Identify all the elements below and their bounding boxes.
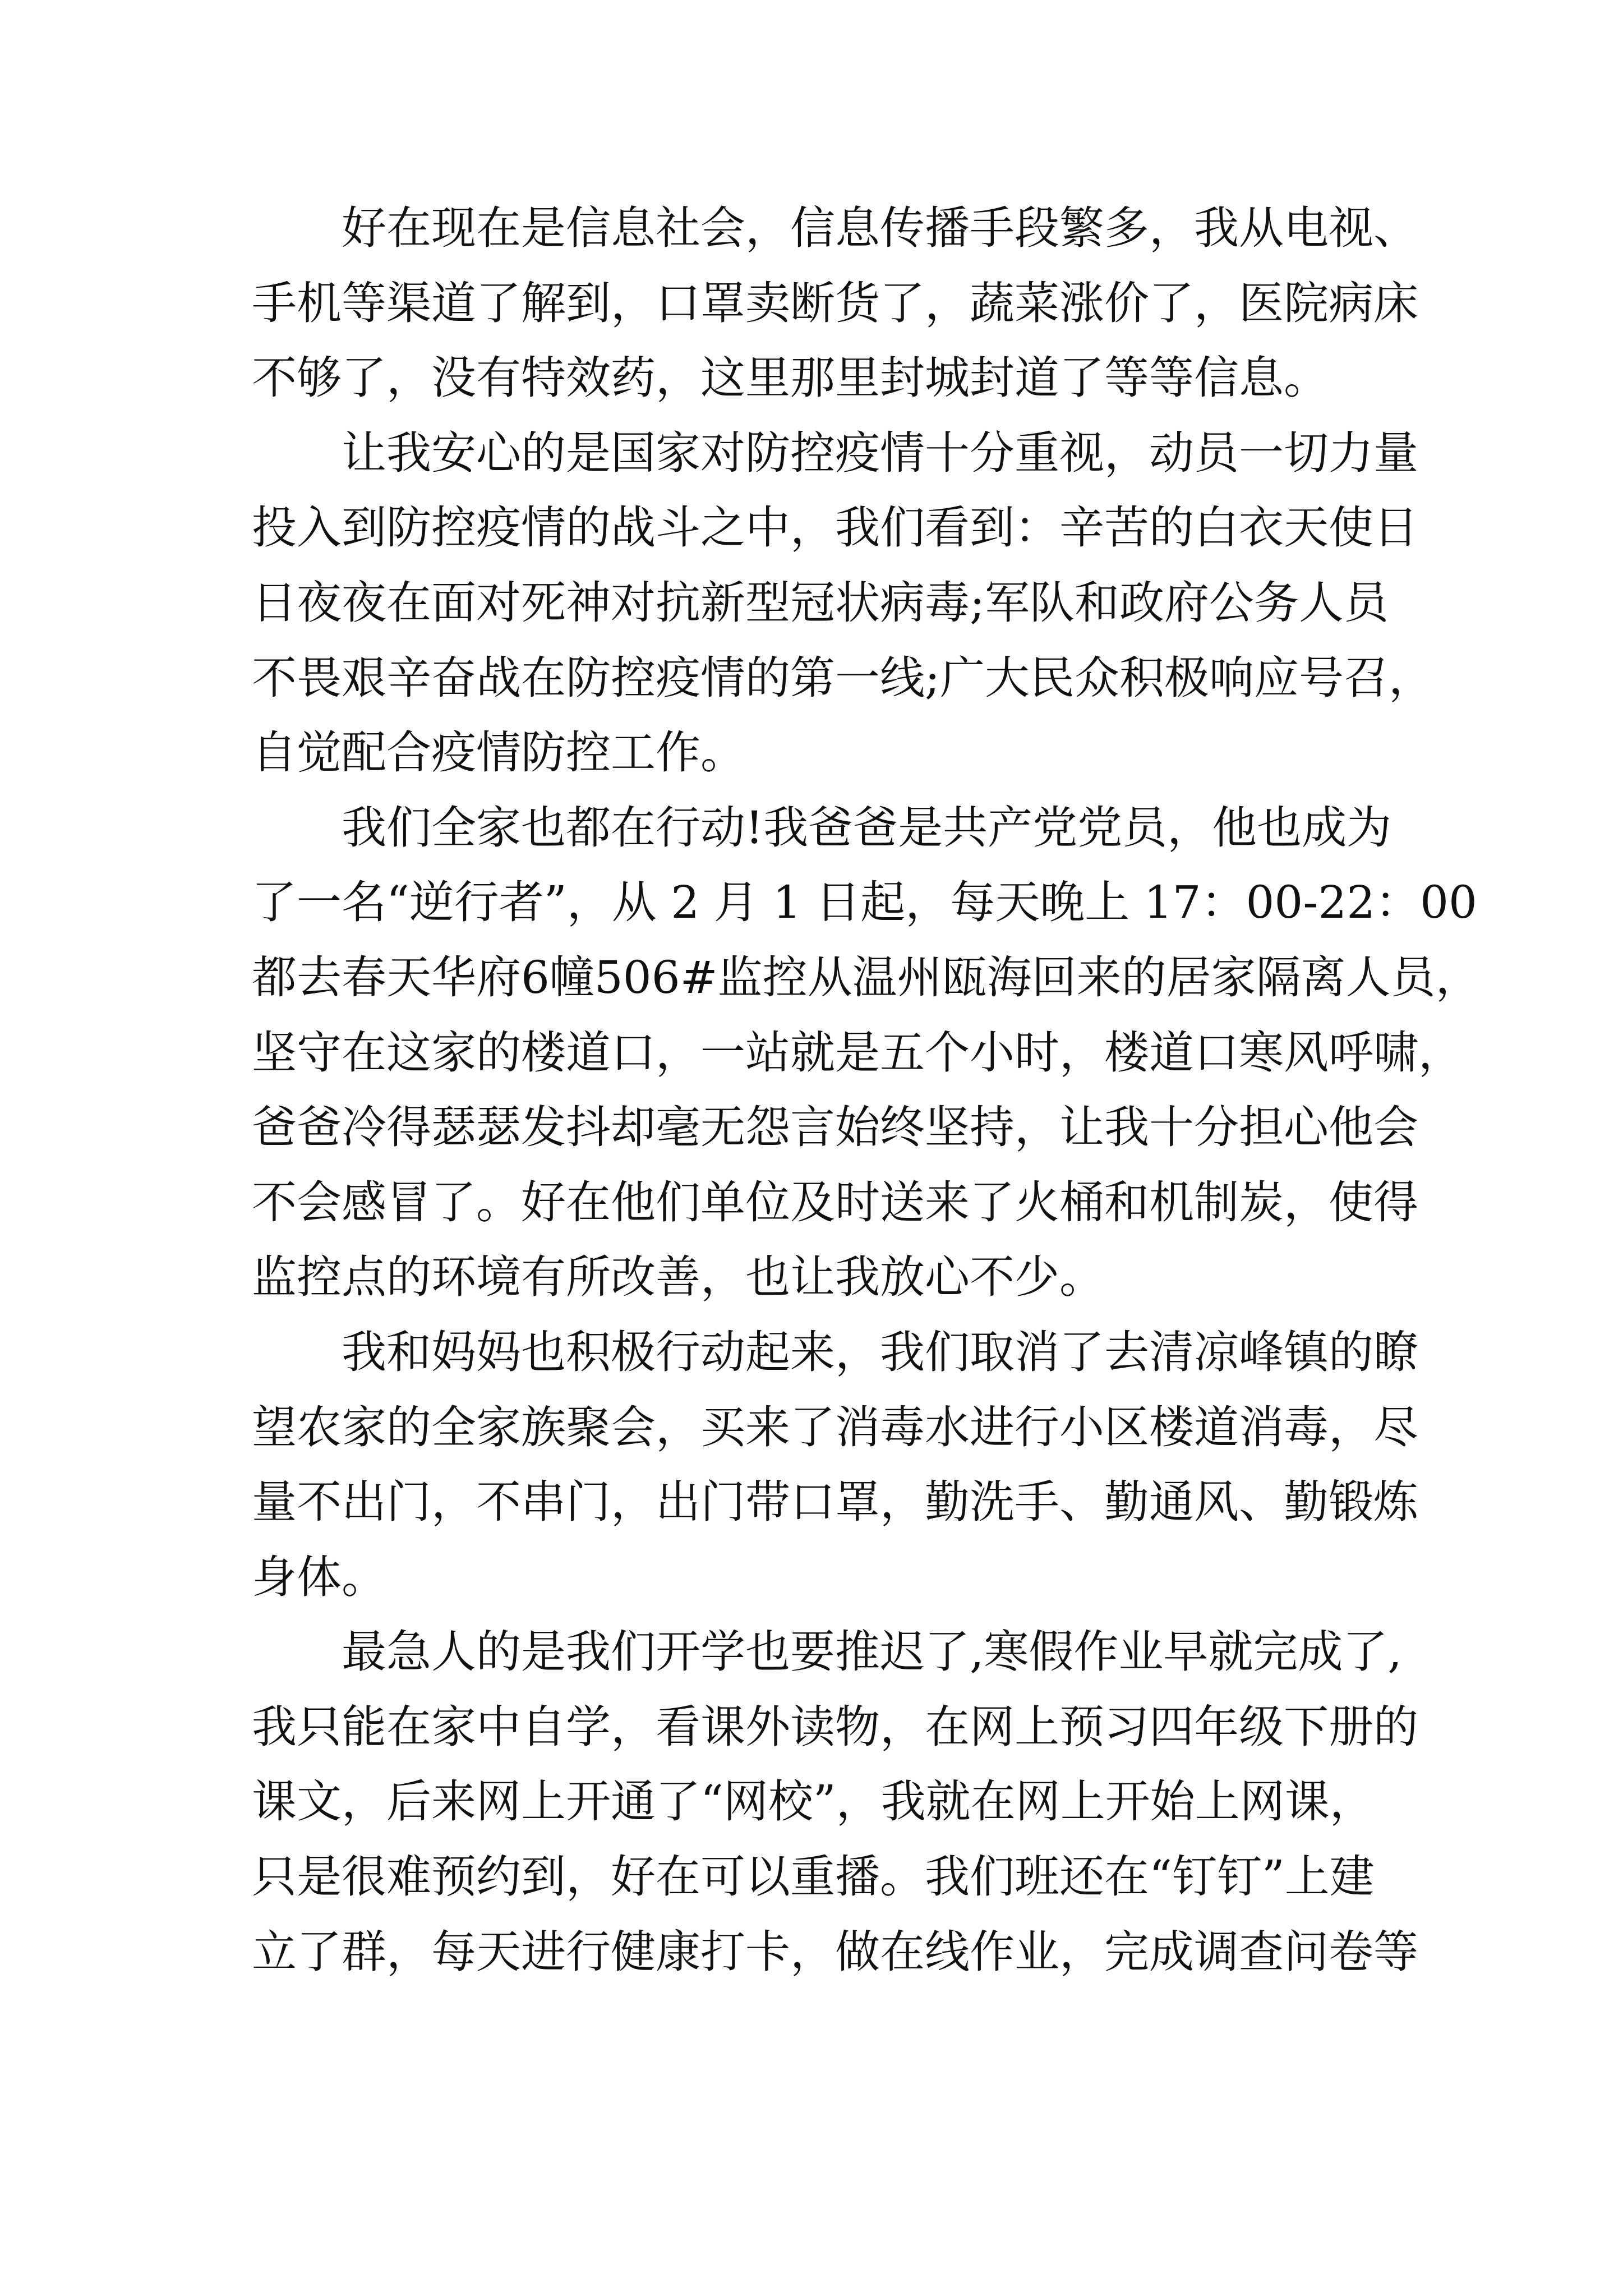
text-line: 都去春天华府6幢506#监控从温州瓯海回来的居家隔离人员，: [252, 951, 1481, 1004]
paragraph-national-response: [252, 416, 1433, 790]
text-line: 坚守在这家的楼道口，一站就是五个小时，楼道口寒风呼啸，: [252, 1026, 1463, 1079]
text-line: 我和妈妈也积极行动起来，我们取消了去清凉峰镇的瞭: [342, 1326, 1418, 1378]
text-line: 课文，后来网上开通了“网校”，我就在网上开始上网课，: [252, 1775, 1375, 1828]
text-line: 了一名“逆行者”，从 2 月 1 日起，每天晚上 17：00-22：00: [252, 876, 1477, 929]
text-line: 只是很难预约到，好在可以重播。我们班还在“钉钉”上建: [252, 1851, 1375, 1903]
text-line: 最急人的是我们开学也要推迟了,寒假作业早就完成了,: [342, 1626, 1402, 1678]
text-line: 不够了，没有特效药，这里那里封城封道了等等信息。: [252, 352, 1329, 404]
text-line: 让我安心的是国家对防控疫情十分重视，动员一切力量: [342, 426, 1418, 479]
paragraph-school: [252, 1614, 1418, 1989]
text-line: 不畏艰辛奋战在防控疫情的第一线;广大民众积极响应号召，: [252, 651, 1433, 704]
text-line: 手机等渠道了解到，口罩卖断货了，蔬菜涨价了，医院病床: [252, 277, 1418, 329]
text-line: 好在现在是信息社会，信息传播手段繁多，我从电视、: [342, 202, 1418, 254]
text-line: 立了群，每天进行健康打卡，做在线作业，完成调查问卷等: [252, 1925, 1418, 1978]
text-line: 我只能在家中自学，看课外读物，在网上预习四年级下册的: [252, 1700, 1418, 1753]
text-line: 量不出门，不串门，出门带口罩，勤洗手、勤通风、勤锻炼: [252, 1476, 1418, 1529]
text-line: 投入到防控疫情的战斗之中，我们看到：辛苦的白衣天使日: [252, 501, 1418, 554]
paragraph-father: [252, 790, 1481, 1315]
text-line: 望农家的全家族聚会，买来了消毒水进行小区楼道消毒，尽: [252, 1401, 1418, 1453]
text-line: 自觉配合疫情防控工作。: [252, 726, 745, 779]
text-line: 日夜夜在面对死神对抗新型冠状病毒;军队和政府公务人员: [252, 576, 1389, 629]
text-line: 身体。: [252, 1550, 386, 1603]
paragraph-information: [252, 191, 1418, 416]
document-body: [252, 191, 1481, 1989]
text-line: 监控点的环境有所改善，也让我放心不少。: [252, 1251, 1104, 1304]
text-line: 我们全家也都在行动!我爸爸是共产党党员，他也成为: [342, 801, 1392, 854]
text-line: 爸爸冷得瑟瑟发抖却毫无怨言始终坚持，让我十分担心他会: [252, 1101, 1418, 1154]
paragraph-mother: [252, 1315, 1418, 1614]
text-line: 不会感冒了。好在他们单位及时送来了火桶和机制炭，使得: [252, 1176, 1418, 1228]
